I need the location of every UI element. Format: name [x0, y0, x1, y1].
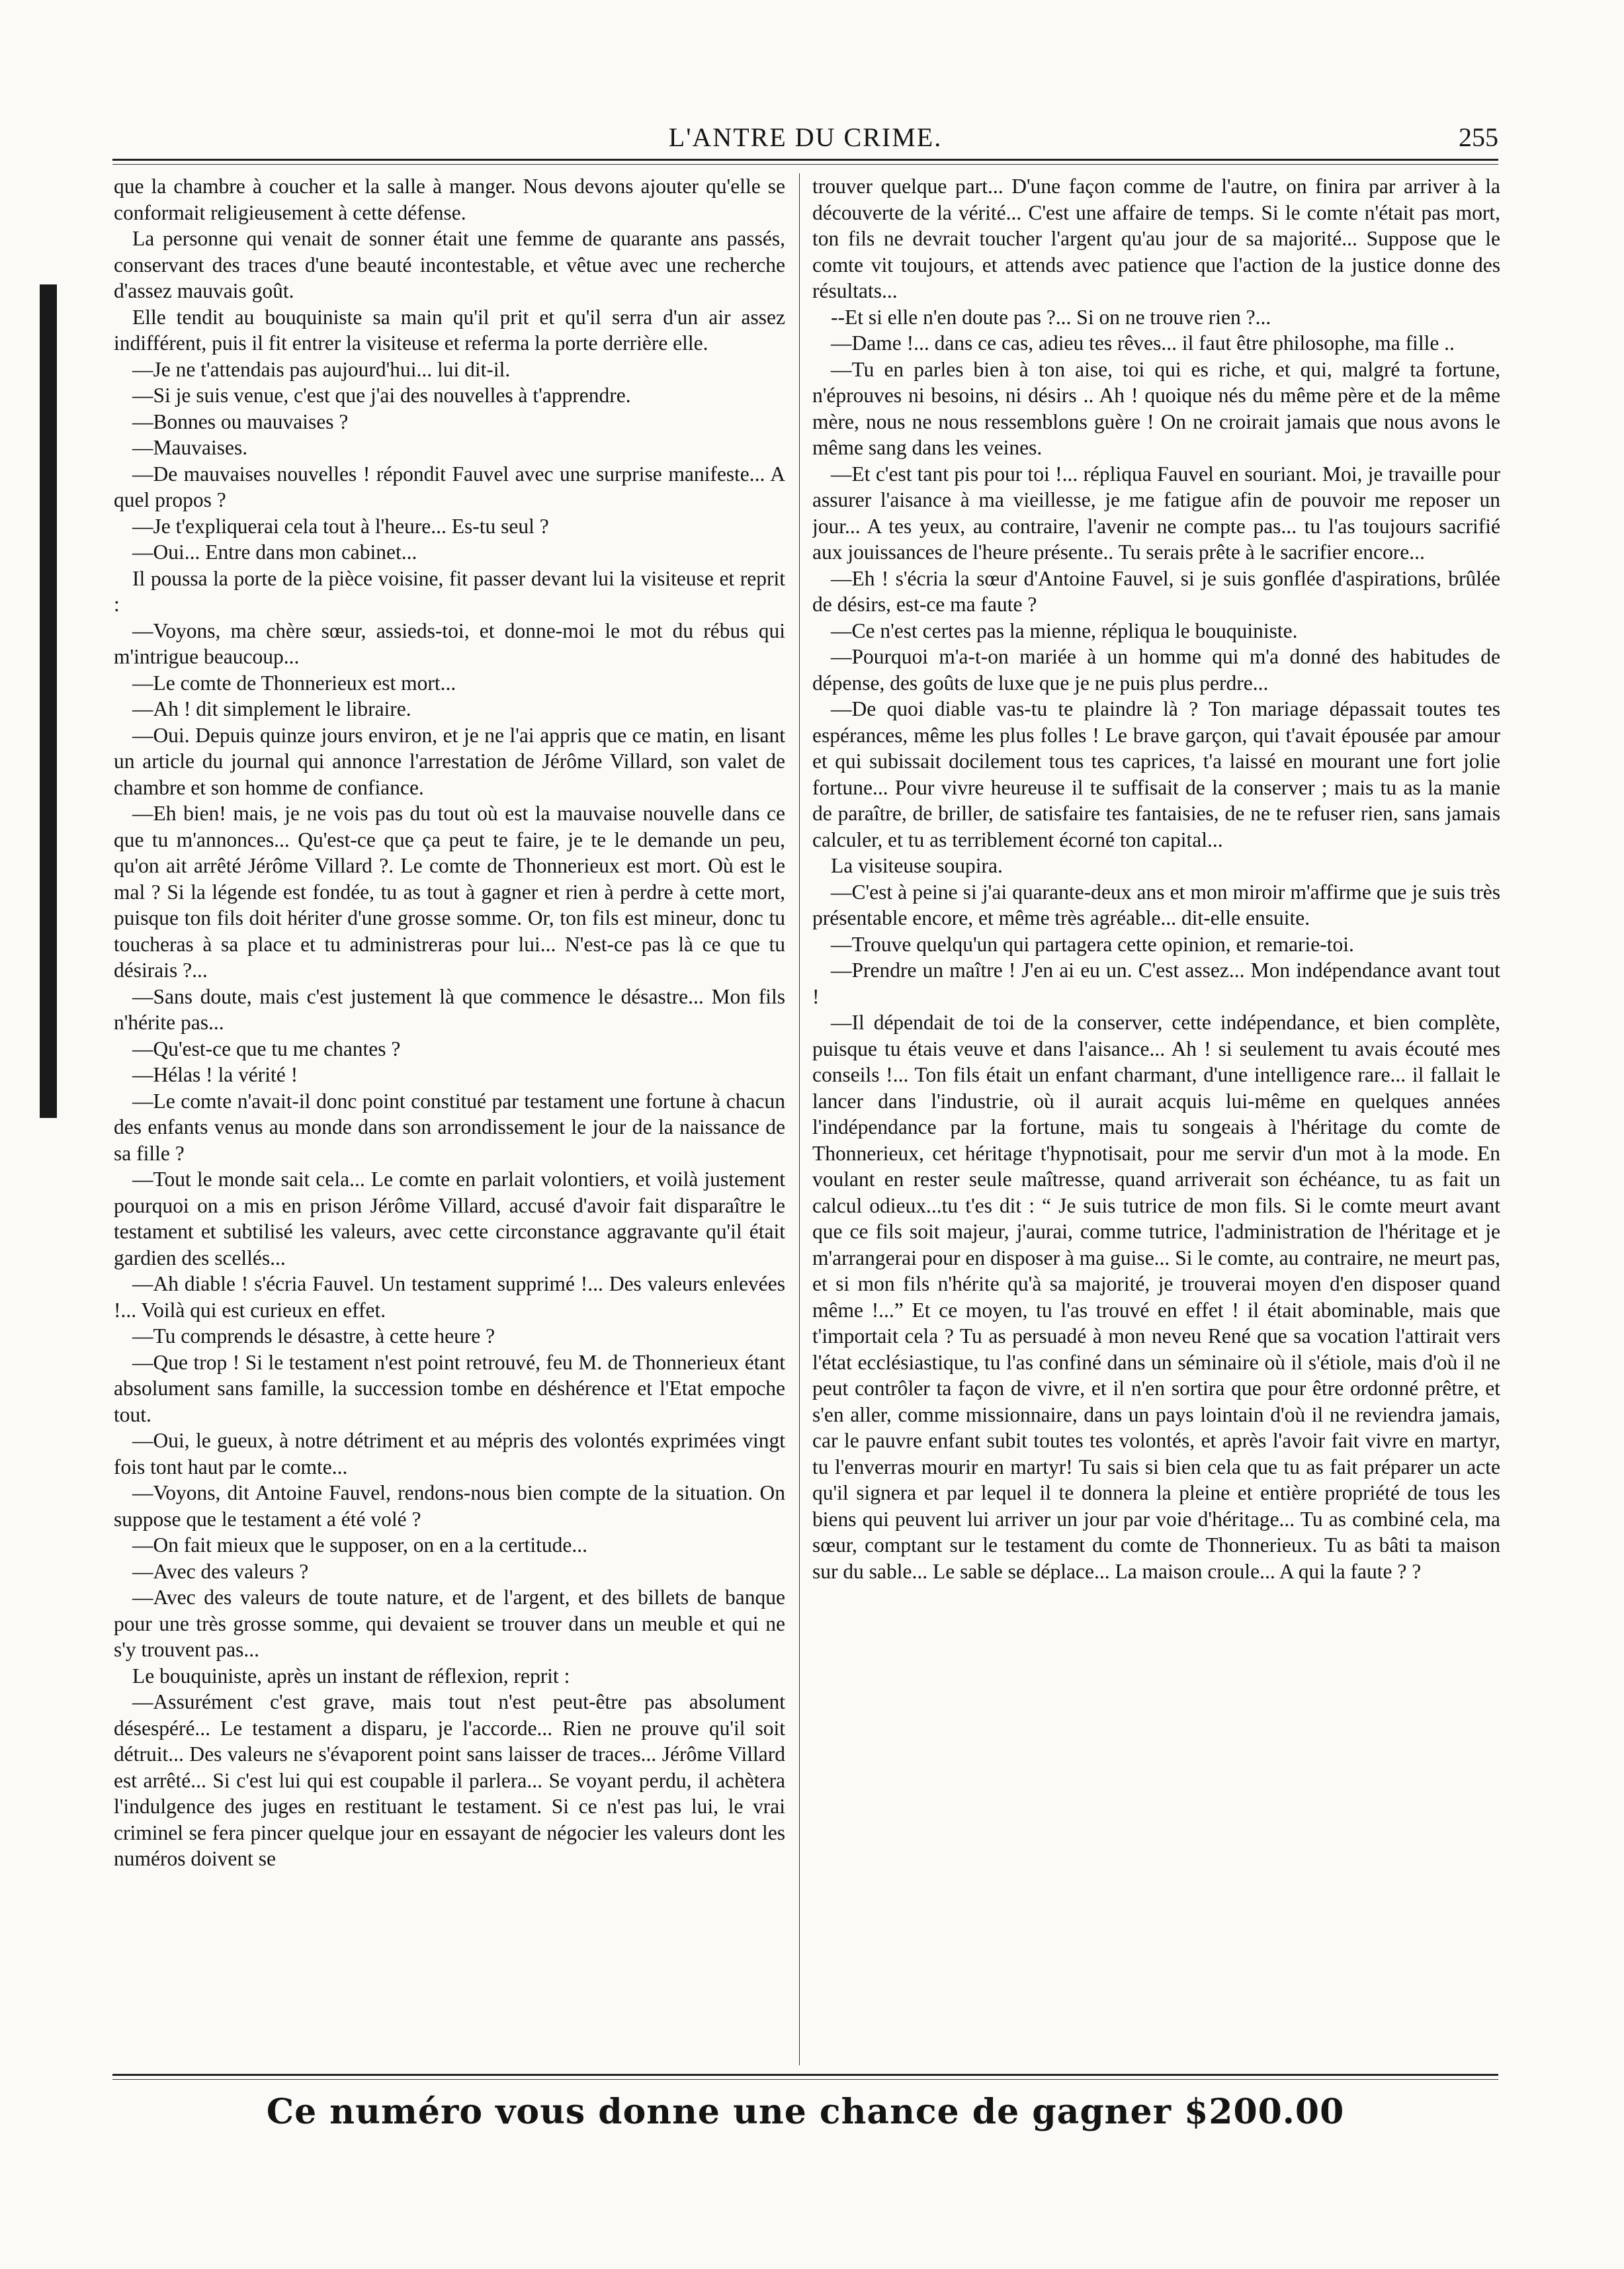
- paragraph: —Hélas ! la vérité !: [132, 1063, 298, 1086]
- paragraph: —Ah ! dit simplement le libraire.: [132, 697, 411, 720]
- paragraph: Il poussa la porte de la pièce voisine, fit passer devant lui la visiteuse et reprit :: [114, 566, 785, 616]
- paragraph: —Sans doute, mais c'est justement là que commence le désastre... Mon fils n'hérite pas...: [114, 984, 785, 1034]
- paragraph: —On fait mieux que le supposer, on en a la certitude...: [132, 1533, 588, 1557]
- paragraph: —Oui. Depuis quinze jours environ, et je ne l'ai appris que ce matin, en lisant un article du journal qui annonce l'arrestation de Jérôme Villard, son valet de chambre et son homme de confiance.: [114, 723, 785, 799]
- paragraph: Le bouquiniste, après un instant de réflexion, reprit :: [132, 1664, 570, 1688]
- paragraph: —Ce n'est certes pas la mienne, répliqua le bouquiniste.: [831, 619, 1298, 642]
- paragraph: —C'est à peine si j'ai quarante-deux ans et mon miroir m'affirme que je suis très présentable encore, et même très agréable... dit-elle ensuite.: [812, 880, 1500, 929]
- page-number: 255: [1459, 122, 1498, 152]
- paragraph: —Avec des valeurs ?: [132, 1559, 309, 1583]
- paragraph: —Eh bien! mais, je ne vois pas du tout où est la mauvaise nouvelle dans ce que tu m'annonces... Qu'est-ce que ça peut te faire, je te le demande un peu, qu'on ait arrêté Jérôme Villard ?. Le comte de Thonnerieux est mort. Où est le mal ? Si la légende est fondée, tu as tout à gagner et rien à perdre à cette mort, puisque ton fils doit hériter d'une grosse somme. Or, ton fils est mineur, donc tu toucheras à sa place et tu administreras pour lui... N'est-ce pas là ce que tu désirais ?...: [114, 802, 785, 982]
- paragraph: trouver quelque part... D'une façon comme de l'autre, on finira par arriver à la découverte de la vérité... C'est une affaire de temps. Si le comte n'était pas mort, ton fils ne devrait toucher l'argent qu'au jour de sa majorité... Suppose que le comte vit toujours, et attends avec patience que l'action de la justice donne des résultats...: [812, 175, 1500, 302]
- text-column-right: [812, 173, 1500, 2065]
- margin-ink-bar: [40, 284, 57, 1118]
- paragraph: —Il dépendait de toi de la conserver, cette indépendance, et bien complète, puisque tu étais veuve et dans l'aisance... Ah ! si seulement tu avais écouté mes conseils !... Ton fils était un enfant charmant, d'une intelligence rare... il fallait le lancer dans l'industrie, où il aurait acquis lui-même en quelques années l'indépendance par la fortune, mais tu songeais à l'héritage du comte de Thonnerieux, cet héritage t'hypnotisait, pour me servir d'un mot à la mode. En voulant en rester seule maîtresse, quand arriverait son échéance, tu as fait un calcul odieux...tu t'es dit : “ Je suis tutrice de mon fils. Si le comte meurt avant que ce fils soit majeur, j'aurai, comme tutrice, l'administration de l'héritage et je m'arrangerai pour en disposer à ma guise... Si le comte, au contraire, ne meurt pas, et si mon fils n'hérite qu'à sa majorité, je trouverai moyen d'en disposer quand même !...” Et ce moyen, tu l'as trouvé en effet ! il était abominable, mais que t'importait cela ? Tu as persuadé à mon neveu René que sa vocation l'attirait vers l'état ecclésiastique, tu l'as confiné dans un séminaire où il s'étiole, mais d'où il ne peut contrôler ta façon de vivre, et il n'en sortira que pour être ordonné prêtre, et s'en aller, comme missionnaire, dans un pays lointain d'où il ne reviendra jamais, car le pauvre enfant subit toutes tes volontés, et après l'avoir fait vivre en martyr, tu l'enverras mourir en martyr! Tu sais si bien cela que tu as fait préparer un acte qu'il signera et par lequel il te donnera la pleine et entière propriété de tous les biens qui peuvent lui arriver un jour par voie d'héritage... Tu as combiné cela, ma sœur, comptant sur le testament du comte de Thonnerieux. Tu as bâti ta maison sur du sable... Le sable se déplace... La maison croule... A qui la faute ? ?: [812, 1011, 1500, 1583]
- paragraph: —Tout le monde sait cela... Le comte en parlait volontiers, et voilà justement pourquoi on a mis en prison Jérôme Villard, accusé d'avoir fait disparaître le testament et subtilisé les valeurs, avec cette circonstance aggravante qu'il était gardien des scellés...: [114, 1168, 785, 1269]
- paragraph: La visiteuse soupira.: [831, 854, 1003, 877]
- paragraph: La personne qui venait de sonner était une femme de quarante ans passés, conservant des traces d'une beauté incontestable, et vêtue avec une recherche d'assez mauvais goût.: [114, 227, 785, 302]
- paragraph: —Trouve quelqu'un qui partagera cette opinion, et remarie-toi.: [831, 932, 1354, 956]
- paragraph: —Eh ! s'écria la sœur d'Antoine Fauvel, si je suis gonflée d'aspirations, brûlée de désirs, est-ce ma faute ?: [812, 566, 1500, 616]
- paragraph: —Si je suis venue, c'est que j'ai des nouvelles à t'apprendre.: [132, 384, 631, 407]
- footer-rule-thin: [112, 2079, 1498, 2080]
- paragraph: —Je t'expliquerai cela tout à l'heure... Es-tu seul ?: [132, 514, 549, 538]
- paragraph: —Dame !... dans ce cas, adieu tes rêves... il faut être philosophe, ma fille ..: [831, 331, 1455, 355]
- paragraph: —Je ne t'attendais pas aujourd'hui... lui dit-il.: [132, 357, 511, 381]
- paragraph: —Voyons, ma chère sœur, assieds-toi, et donne-moi le mot du rébus qui m'intrigue beaucoup...: [114, 619, 785, 668]
- paragraph: —Avec des valeurs de toute nature, et de l'argent, et des billets de banque pour une très grosse somme, qui devaient se trouver dans un meuble et qui ne s'y trouvent pas...: [114, 1586, 785, 1661]
- paragraph: --Et si elle n'en doute pas ?... Si on ne trouve rien ?...: [831, 305, 1271, 329]
- paragraph: —Oui, le gueux, à notre détriment et au mépris des volontés exprimées vingt fois tont haut par le comte...: [114, 1429, 785, 1478]
- running-title: L'ANTRE DU CRIME.: [668, 122, 943, 152]
- paragraph: —Oui... Entre dans mon cabinet...: [132, 540, 417, 564]
- footer-banner: Ce numéro vous donne une chance de gagner $200.00: [266, 2092, 1345, 2132]
- column-divider: [799, 173, 800, 2065]
- paragraph: —De mauvaises nouvelles ! répondit Fauvel avec une surprise manifeste... A quel propos ?: [114, 462, 785, 511]
- paragraph: Elle tendit au bouquiniste sa main qu'il prit et qu'il serra d'un air assez indifférent, puis il fit entrer la visiteuse et referma la porte derrière elle.: [114, 305, 785, 355]
- paragraph: —Le comte n'avait-il donc point constitué par testament une fortune à chacun des enfants venus au monde dans son arrondissement le jour de la naissance de sa fille ?: [114, 1089, 785, 1165]
- header-rule: [112, 159, 1498, 161]
- paragraph: —Tu comprends le désastre, à cette heure ?: [132, 1324, 495, 1348]
- paragraph: —Tu en parles bien à ton aise, toi qui es riche, et qui, malgré ta fortune, n'éprouves ni besoins, ni désirs .. Ah ! quoique nés du même père et de la même mère, nous ne nous ressemblons guère ! On ne croirait jamais que nous avons le même sang dans les veines.: [812, 357, 1500, 459]
- paragraph: —Que trop ! Si le testament n'est point retrouvé, feu M. de Thonnerieux étant absolument sans famille, la succession tombe en déshérence et l'Etat empoche tout.: [114, 1350, 785, 1426]
- paragraph: —Assurément c'est grave, mais tout n'est peut-être pas absolument désespéré... Le testament a disparu, je l'accorde... Rien ne prouve qu'il soit détruit... Des valeurs ne s'évaporent point sans laisser de traces... Jérôme Villard est arrêté... Si c'est lui qui est coupable il parlera... Se voyant perdu, il achètera l'indulgence des juges en restituant le testament. Si ce n'est pas lui, le vrai criminel se fera pincer quelque jour en essayant de négocier les valeurs dont les numéros doivent se: [114, 1690, 785, 1870]
- paragraph: —Qu'est-ce que tu me chantes ?: [132, 1037, 401, 1060]
- page-header: [112, 119, 1498, 159]
- paragraph: —Bonnes ou mauvaises ?: [132, 409, 349, 433]
- paragraph: —De quoi diable vas-tu te plaindre là ? Ton mariage dépassait toutes tes espérances, même les plus folles ! Le brave garçon, qui t'avait épousée par amour et qui subissait docilement tous tes caprices, t'a laissé en mourant une fort jolie fortune... Pour vivre heureuse il te suffisait de la conserver ; mais tu as la manie de paraître, de briller, de satisfaire tes fantaisies, de ne te refuser rien, sans jamais calculer, et tu as terriblement écorné ton capital...: [812, 697, 1500, 851]
- paragraph: —Ah diable ! s'écria Fauvel. Un testament supprimé !... Des valeurs enlevées !... Voilà qui est curieux en effet.: [114, 1272, 785, 1322]
- paragraph: —Pourquoi m'a-t-on mariée à un homme qui m'a donné des habitudes de dépense, des goûts de luxe que je ne puis plus perdre...: [812, 645, 1500, 695]
- paragraph: —Le comte de Thonnerieux est mort...: [132, 671, 456, 695]
- header-rule-thin: [112, 164, 1498, 165]
- footer-rule: [112, 2074, 1498, 2076]
- paragraph: —Mauvaises.: [132, 436, 248, 459]
- paragraph: —Voyons, dit Antoine Fauvel, rendons-nous bien compte de la situation. On suppose que le testament a été volé ?: [114, 1481, 785, 1531]
- paragraph: —Prendre un maître ! J'en ai eu un. C'est assez... Mon indépendance avant tout !: [812, 959, 1500, 1008]
- text-column-left: [114, 173, 785, 2065]
- paragraph: —Et c'est tant pis pour toi !... répliqua Fauvel en souriant. Moi, je travaille pour assurer l'aisance à ma vieillesse, je me fatigue afin de pouvoir me reposer un jour... A tes yeux, au contraire, l'avenir ne compte pas... tu l'as toujours sacrifié aux jouissances de l'heure présente.. Tu serais prête à le sacrifier encore...: [812, 462, 1500, 564]
- paragraph: que la chambre à coucher et la salle à manger. Nous devons ajouter qu'elle se conformait religieusement à cette défense.: [114, 175, 785, 224]
